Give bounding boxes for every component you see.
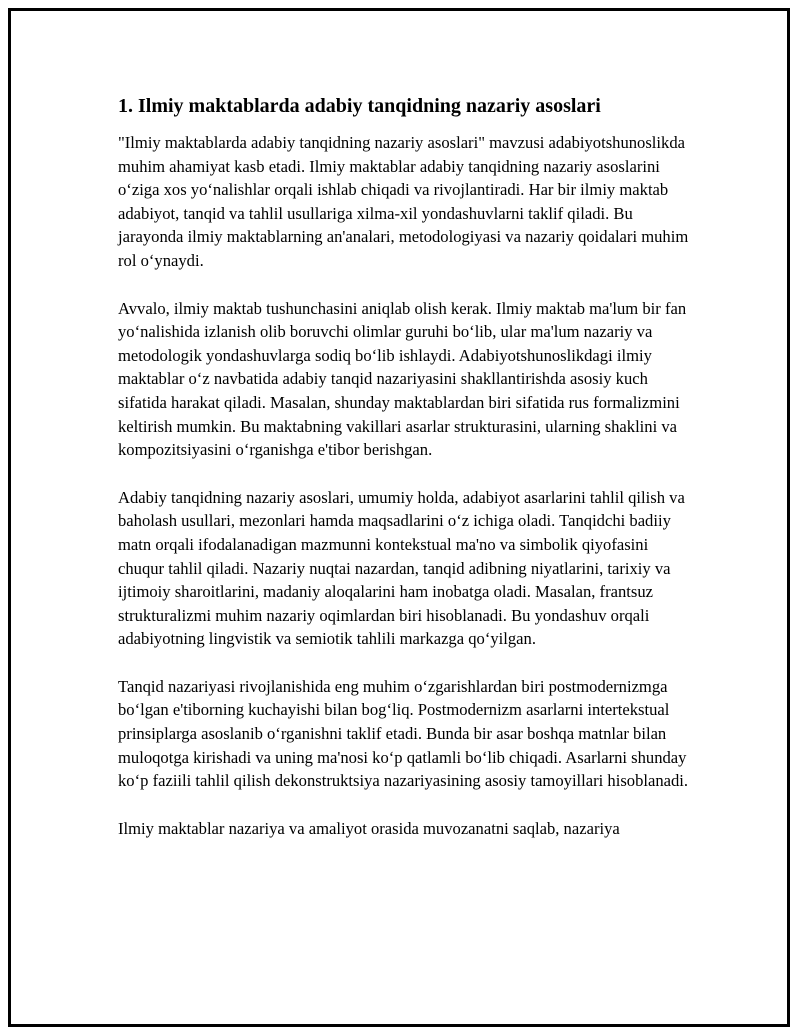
section-heading: 1. Ilmiy maktablarda adabiy tanqidning nazariy asoslari (118, 95, 601, 117)
paragraph: "Ilmiy maktablarda adabiy tanqidning nazariy asoslari" mavzusi adabiyotshunoslikda muhim ahamiyat kasb etadi. Ilmiy maktablar adabiy tanqidning nazariy asoslarini oʻziga xos yoʻnalishlar orqali ishlab chiqadi va rivojlantiradi. Har bir ilmiy maktab adabiyot, tanqid va tahlil usullariga xilma-xil yondashuvlarni taklif qiladi. Bu jarayonda ilmiy maktablarning an'analari, metodologiyasi va nazariy qoidalari muhim rol oʻynaydi. (118, 133, 689, 270)
paragraph: Ilmiy maktablar nazariya va amaliyot orasida muvozanatni saqlab, nazariya (118, 818, 620, 838)
paragraph: Adabiy tanqidning nazariy asoslari, umumiy holda, adabiyot asarlarini tahlil qilish va baholash usullari, mezonlari hamda maqsadlarini oʻz ichiga oladi. Tanqidchi badiiy matn orqali ifodalanadigan mazmunni kontekstual ma'no va simbolik qiyofasini chuqur tahlil qiladi. Nazariy nuqtai nazardan, tanqid adibning niyatlarini, tarixiy va ijtimoiy sharoitlarini, madaniy aloqalarini ham inobatga oladi. Masalan, frantsuz strukturalizmi muhim nazariy oqimlardan biri hisoblanadi. Bu yondashuv orqali adabiyotning lingvistik va semiotik tahlili markazga qoʻyilgan. (118, 487, 685, 649)
paragraph: Tanqid nazariyasi rivojlanishida eng muhim oʻzgarishlardan biri postmodernizmga boʻlgan e'tiborning kuchayishi bilan bogʻliq. Postmodernizm asarlarni intertekstual prinsiplarga asoslanib oʻrganishni taklif etadi. Bunda bir asar boshqa matnlar bilan muloqotga kirishadi va uning ma'nosi koʻp qatlamli boʻlib chiqadi. Asarlarni shunday koʻp faziili tahlil qilish dekonstruktsiya nazariyasining asosiy tamoyillari hisoblanadi. (118, 676, 689, 791)
paragraph: Avvalo, ilmiy maktab tushunchasini aniqlab olish kerak. Ilmiy maktab ma'lum bir fan yoʻnalishida izlanish olib boruvchi olimlar guruhi boʻlib, ular ma'lum nazariy va metodologik yondashuvlarga sodiq boʻlib ishlaydi. Adabiyotshunoslikdagi ilmiy maktablar oʻz navbatida adabiy tanqid nazariyasini shakllantirishda asosiy kuch sifatida harakat qiladi. Masalan, shunday maktablardan biri sifatida rus formalizmini keltirish mumkin. Bu maktabning vakillari asarlar strukturasini, ularning shaklini va kompozitsiyasini oʻrganishga e'tibor berishgan. (118, 298, 687, 460)
document-body (118, 93, 690, 864)
